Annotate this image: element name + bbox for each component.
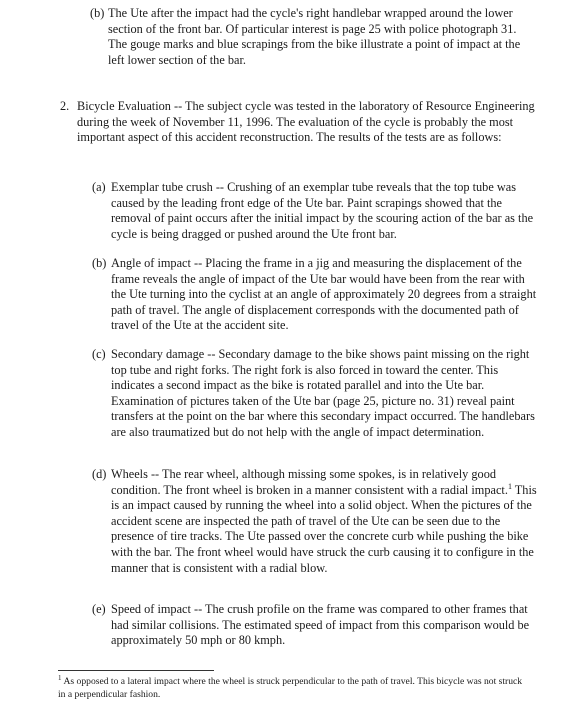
paragraph-wheels [92, 467, 540, 576]
section-number: 2. [60, 99, 70, 113]
paragraph-text: Secondary damage -- Secondary damage to the bike shows paint missing on the right top tube and right forks. The right fork is also forced in toward the center. This indicates a second impact as the bike is rotated parallel and into the Ute bar. Examination of pictures taken of the Ute bar (page 25, picture no. 31) reveal paint transfers at the point on the bar where this secondary impact occurred. The handlebars are also traumatized but do not help with the angle of impact determination. [111, 347, 535, 439]
paragraph-label: (b) [90, 6, 105, 20]
paragraph-exemplar-tube-crush [92, 180, 540, 242]
section-text: Bicycle Evaluation -- The subject cycle was tested in the laboratory of Resource Engineering during the week of November 11, 1996. The evaluation of the cycle is probably the most important aspect of this accident reconstruction. The results of the tests are as follows: [77, 99, 535, 145]
footnote [58, 673, 528, 701]
footnote-divider [58, 670, 214, 671]
paragraph-text: The Ute after the impact had the cycle's right handlebar wrapped around the lower section of the front bar. Of particular interest is page 25 with police photograph 31. The gouge marks and blue scrapings from the bike illustrate a point of impact at the left lower section of the bar. [108, 6, 521, 67]
footnote-mark: 1 [58, 673, 62, 682]
paragraph-text-before: Wheels -- The rear wheel, although missing some spokes, is in relatively good condition. The front wheel is broken in a manner consistent with a radial impact. [111, 467, 508, 497]
paragraph-label: (d) [92, 467, 107, 481]
footnote-reference: 1 [507, 481, 512, 491]
paragraph-angle-of-impact [92, 256, 540, 334]
paragraph-secondary-damage [92, 347, 540, 441]
footnote-text: As opposed to a lateral impact where the wheel is struck perpendicular to the path of travel. This bicycle was not struck in a perpendicular fashion. [58, 676, 523, 700]
section-bicycle-evaluation [60, 99, 546, 146]
paragraph-speed-of-impact [92, 602, 540, 649]
paragraph-text: Angle of impact -- Placing the frame in a jig and measuring the displacement of the frame reveals the angle of impact of the Ute bar would have been from the rear with the Ute turning into the cyclist at an angle of approximately 20 degrees from a straight path of travel. The angle of displacement corresponds with the documented path of travel of the Ute at the accident site. [111, 256, 537, 333]
paragraph-b-handlebar [90, 6, 530, 68]
paragraph-label: (e) [92, 602, 106, 616]
paragraph-label: (a) [92, 180, 106, 194]
paragraph-text [92, 467, 540, 576]
paragraph-label: (c) [92, 347, 106, 361]
paragraph-text: Speed of impact -- The crush profile on the frame was compared to other frames that had similar collisions. The estimated speed of impact from this comparison would be approximately 50 mph or 80 kmph. [111, 602, 530, 648]
paragraph-label: (b) [92, 256, 107, 270]
paragraph-text: Exemplar tube crush -- Crushing of an exemplar tube reveals that the top tube was caused by the leading front edge of the Ute bar. Paint scrapings showed that the removal of paint occurs after the initial impact by the scouring action of the bar as the cycle is being dragged or pushed around the Ute front bar. [111, 180, 534, 241]
paragraph-text-after: This is an impact caused by running the wheel into a solid object. When the pictures of the accident scene are inspected the path of travel of the Ute can be seen due to the presence of tire tracks. The Ute passed over the concrete curb while pushing the bike with the bar. The front wheel would have struck the curb causing it to configure in the manner that is consistent with a radial blow. [111, 482, 537, 575]
